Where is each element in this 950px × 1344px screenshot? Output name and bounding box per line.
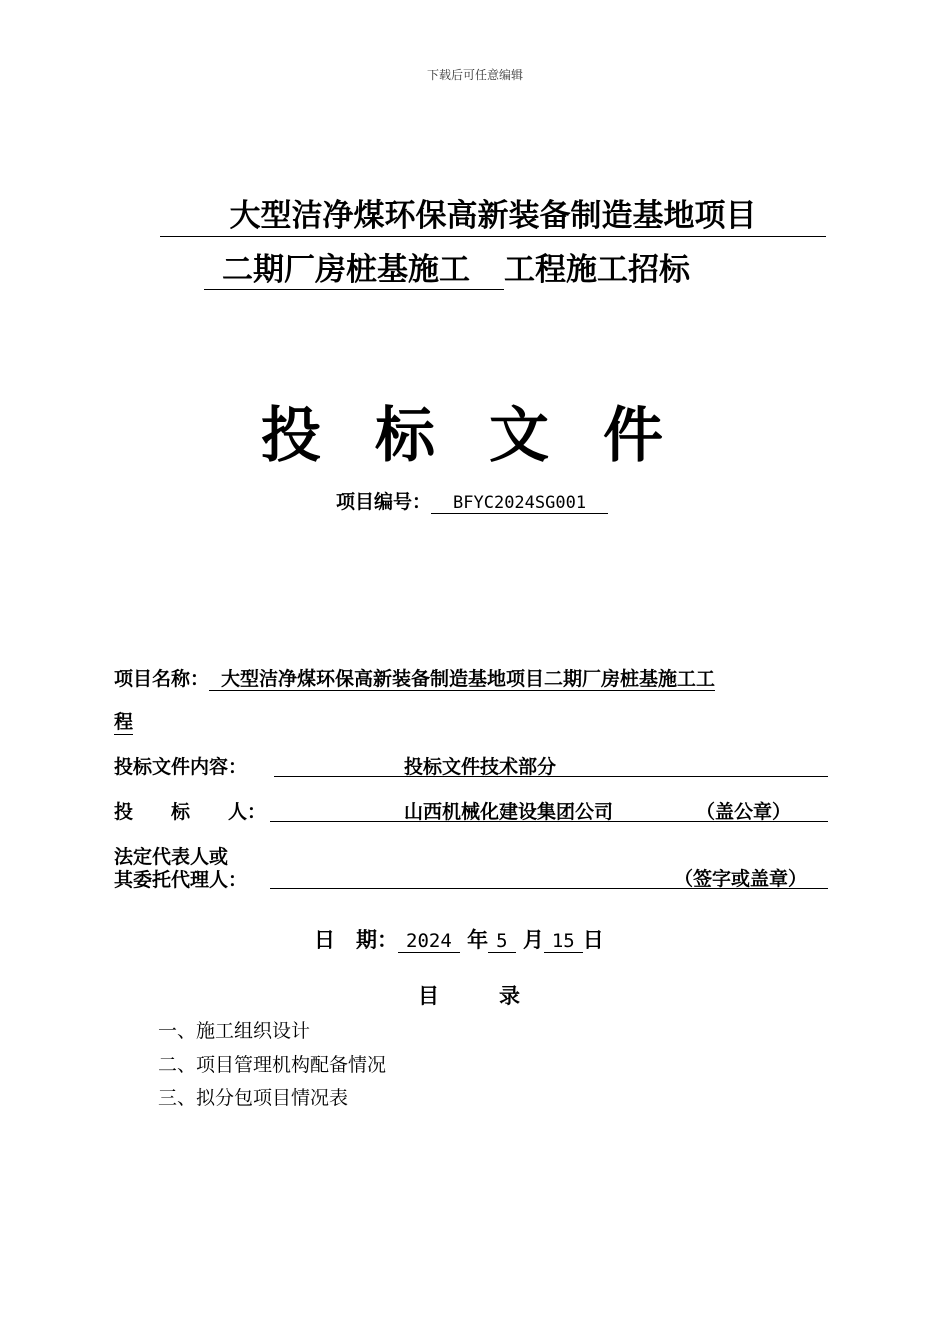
bidder-field	[270, 797, 828, 822]
project-name-value-cont: 程	[114, 707, 133, 735]
tender-title-line1: 大型洁净煤环保高新装备制造基地项目	[160, 190, 826, 237]
header-note: 下载后可任意编辑	[426, 68, 523, 82]
project-name-row	[114, 664, 715, 691]
date-month: 5	[488, 930, 515, 953]
toc-title: 目录	[418, 983, 580, 1008]
project-code-value: BFYC2024SG001	[431, 493, 608, 514]
bidder-value: 山西机械化建设集团公司	[404, 801, 614, 823]
date-day: 15	[544, 930, 583, 953]
representative-sign-note: （签字或盖章）	[674, 868, 808, 890]
toc-item: 三、拟分包项目情况表	[158, 1087, 349, 1109]
content-value: 投标文件技术部分	[404, 756, 557, 778]
date-label: 日 期：	[314, 927, 398, 952]
content-field	[274, 752, 828, 777]
tender-title-line2	[204, 244, 690, 290]
representative-label-line2: 其委托代理人：	[114, 869, 248, 891]
project-name-value: 大型洁净煤环保高新装备制造基地项目二期厂房桩基施工工	[209, 668, 715, 691]
bidder-seal-note: （盖公章）	[696, 801, 792, 823]
tender-title-rest: 工程施工招标	[504, 252, 690, 288]
representative-label-line1: 法定代表人或	[114, 846, 229, 868]
project-code	[336, 487, 608, 514]
content-label: 投标文件内容：	[114, 756, 248, 778]
representative-field	[270, 864, 828, 889]
project-name-label: 项目名称：	[114, 668, 210, 690]
date-year: 2024	[398, 930, 460, 953]
date-year-unit: 年	[467, 927, 489, 952]
date-day-unit: 日	[582, 927, 604, 952]
date-month-unit: 月	[522, 927, 544, 952]
document-main-title: 投标文件	[261, 401, 717, 471]
date-row	[314, 924, 604, 954]
toc-item: 二、项目管理机构配备情况	[158, 1054, 387, 1076]
toc-item: 一、施工组织设计	[158, 1020, 311, 1042]
bidder-label: 投 标 人：	[114, 801, 267, 823]
project-code-label: 项目编号：	[336, 491, 432, 513]
tender-title-underlined: 二期厂房桩基施工	[204, 244, 504, 290]
